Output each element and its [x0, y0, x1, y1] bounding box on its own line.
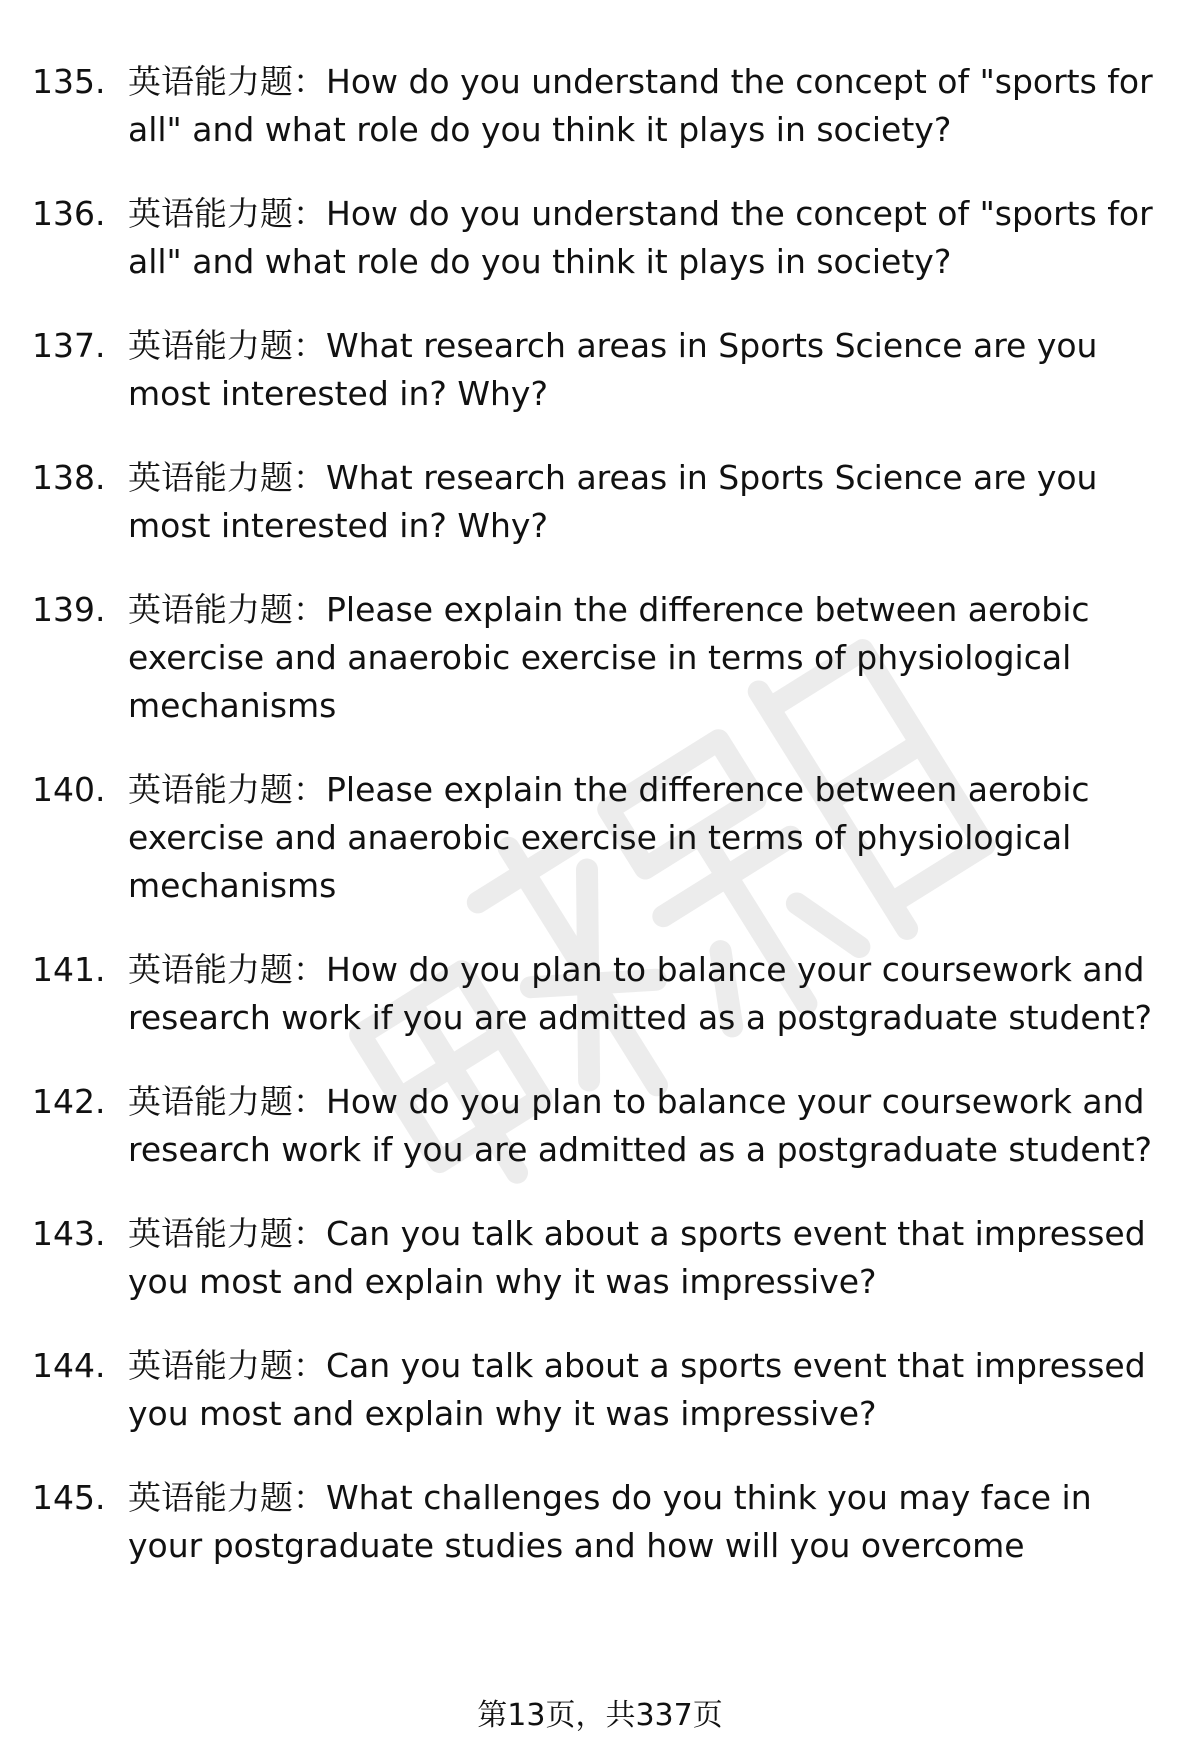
question-number: 135. [32, 62, 106, 101]
question-number: 136. [32, 194, 106, 233]
question-text: Can you talk about a sports event that impressed you most and explain why it was impressive? [128, 1346, 1146, 1433]
question-category-tag: 英语能力题： [128, 1214, 326, 1253]
question-text: What challenges do you think you may face in your postgraduate studies and how will you overcome [128, 1478, 1092, 1565]
question-category-tag: 英语能力题： [128, 194, 326, 233]
question-category-tag: 英语能力题： [128, 1082, 326, 1121]
question-body [128, 190, 1172, 286]
question-text: Can you talk about a sports event that impressed you most and explain why it was impressive? [128, 1214, 1146, 1301]
question-number: 137. [32, 326, 106, 365]
question-text: How do you plan to balance your coursework and research work if you are admitted as a postgraduate student? [128, 1082, 1153, 1169]
question-body [128, 946, 1172, 1042]
question-body [128, 1342, 1172, 1438]
question-item [32, 1342, 1172, 1438]
question-item [32, 946, 1172, 1042]
question-text: What research areas in Sports Science are you most interested in? Why? [128, 326, 1098, 413]
question-category-tag: 英语能力题： [128, 1478, 326, 1517]
question-category-tag: 英语能力题： [128, 458, 326, 497]
question-item [32, 1210, 1172, 1306]
question-body [128, 322, 1172, 418]
question-item [32, 586, 1172, 730]
question-body [128, 766, 1172, 910]
question-number: 141. [32, 950, 106, 989]
question-item [32, 1474, 1172, 1570]
question-category-tag: 英语能力题： [128, 950, 326, 989]
question-body [128, 1474, 1172, 1570]
question-body [128, 586, 1172, 730]
question-number: 140. [32, 770, 106, 809]
question-number: 142. [32, 1082, 106, 1121]
question-body [128, 454, 1172, 550]
question-text: How do you plan to balance your coursework and research work if you are admitted as a postgraduate student? [128, 950, 1153, 1037]
question-item [32, 322, 1172, 418]
question-text: How do you understand the concept of "sports for all" and what role do you think it plays in society? [128, 194, 1153, 281]
question-number: 143. [32, 1214, 106, 1253]
question-text: Please explain the difference between aerobic exercise and anaerobic exercise in terms of physiological mechanisms [128, 770, 1090, 905]
question-category-tag: 英语能力题： [128, 62, 326, 101]
question-number: 145. [32, 1478, 106, 1517]
question-category-tag: 英语能力题： [128, 326, 326, 365]
question-item [32, 766, 1172, 910]
page-footer [0, 1696, 1200, 1736]
question-body [128, 1078, 1172, 1174]
page-number-label: 第13页，共337页 [477, 1698, 723, 1733]
question-text: What research areas in Sports Science are you most interested in? Why? [128, 458, 1098, 545]
question-text: Please explain the difference between aerobic exercise and anaerobic exercise in terms of physiological mechanisms [128, 590, 1090, 725]
question-category-tag: 英语能力题： [128, 590, 326, 629]
question-item [32, 190, 1172, 286]
question-item [32, 1078, 1172, 1174]
question-item [32, 58, 1172, 154]
question-category-tag: 英语能力题： [128, 1346, 326, 1385]
question-number: 139. [32, 590, 106, 629]
question-number: 144. [32, 1346, 106, 1385]
question-body [128, 1210, 1172, 1306]
question-list [32, 58, 1172, 1570]
question-category-tag: 英语能力题： [128, 770, 326, 809]
question-text: How do you understand the concept of "sports for all" and what role do you think it plays in society? [128, 62, 1153, 149]
question-body [128, 58, 1172, 154]
question-item [32, 454, 1172, 550]
question-number: 138. [32, 458, 106, 497]
